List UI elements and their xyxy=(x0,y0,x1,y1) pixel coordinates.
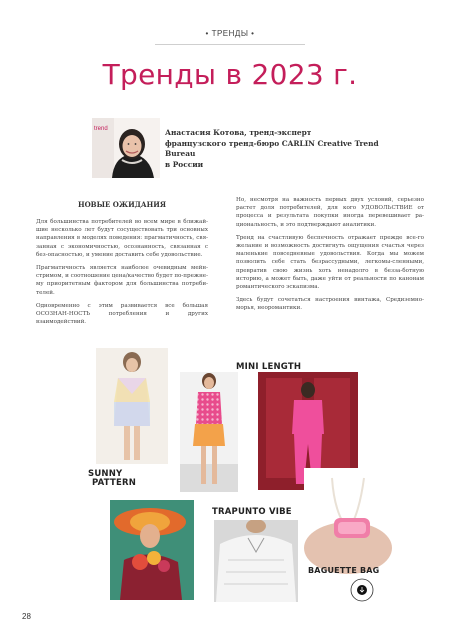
magazine-stamp-logo xyxy=(350,578,374,602)
paragraph: Тренд на счастливую беспечность отражает прежде все-го желание и возможность достигнуть ощущения счастья через маленькие повседневные удовольствия. Когда мы можем позволить себе стать безрассудными, легкомы-сленными, превратив свою жизнь хоть ненадолго в безза-ботную историю, а может быть, даже уйти от реальности по канонам романтического эскапизма. xyxy=(236,234,424,291)
paragraph: Но, несмотря на важность первых двух условий, серьезно растет доля потребителей, для кого УДОВОЛЬСТВИЕ от процесса и результата покупки иногда перевешивает ра-циональность, и это подтверждают аналитики. xyxy=(236,197,424,228)
author-org-line: французского тренд-бюро CARLIN Creative Trend Bureau xyxy=(165,138,379,158)
author-credit xyxy=(165,128,385,170)
section-label: • ТРЕНДЫ • xyxy=(205,29,255,38)
caption-trapunto-vibe: TRAPUNTO VIBE xyxy=(212,507,292,517)
article-subheading: НОВЫЕ ОЖИДАНИЯ xyxy=(77,200,167,209)
author-photo-caption: trend xyxy=(94,126,108,132)
mini-length-runway-photo xyxy=(180,372,238,492)
caption-sunny-pattern-line2: PATTERN xyxy=(92,478,137,488)
sunny-pattern-hat-photo xyxy=(110,500,194,600)
author-name-line: Анастасия Котова, тренд-эксперт xyxy=(165,128,312,137)
sunny-pattern-top-photo xyxy=(96,348,168,464)
page-number: 28 xyxy=(22,612,31,621)
paragraph: Для большинства потребителей во всем мире в ближай-шие несколько лет будут сосуществовать три основных направления в моделях поведения: прагматичность, свя-занная с экономичностью, осознанность, связанная с без-опасностью, и умение доставить себе удовольствие. xyxy=(36,219,208,258)
page-title: Тренды в 2023 г. xyxy=(102,58,358,91)
article-column-left xyxy=(36,218,208,331)
caption-baguette-bag: BAGUETTE BAG xyxy=(308,566,380,575)
author-country-line: в России xyxy=(165,159,204,169)
caption-sunny-pattern-line1: SUNNY xyxy=(88,469,123,479)
paragraph: Прагматичность является наиболее очевидным мейн-стримом, и соотношение цена/качество будет по-прежне-му приоритетным фактором для большинства потреби-телей. xyxy=(36,265,208,296)
paragraph: Здесь будут сочетаться настроения винтажа, Средиземно-морья, неоромантики. xyxy=(236,297,424,312)
author-photo xyxy=(92,118,160,178)
article-column-right xyxy=(236,196,424,318)
trapunto-vibe-photo xyxy=(214,520,298,602)
header-divider xyxy=(155,44,305,45)
baguette-bag-photo xyxy=(304,468,394,574)
author-portrait-image xyxy=(92,118,160,178)
paragraph: Одновременно с этим развивается все большая ОСОЗНАН-НОСТЬ потребления и других взаимодействий. xyxy=(36,302,208,326)
caption-mini-length: MINI LENGTH xyxy=(236,362,302,372)
caption-sunny-pattern xyxy=(88,470,136,488)
